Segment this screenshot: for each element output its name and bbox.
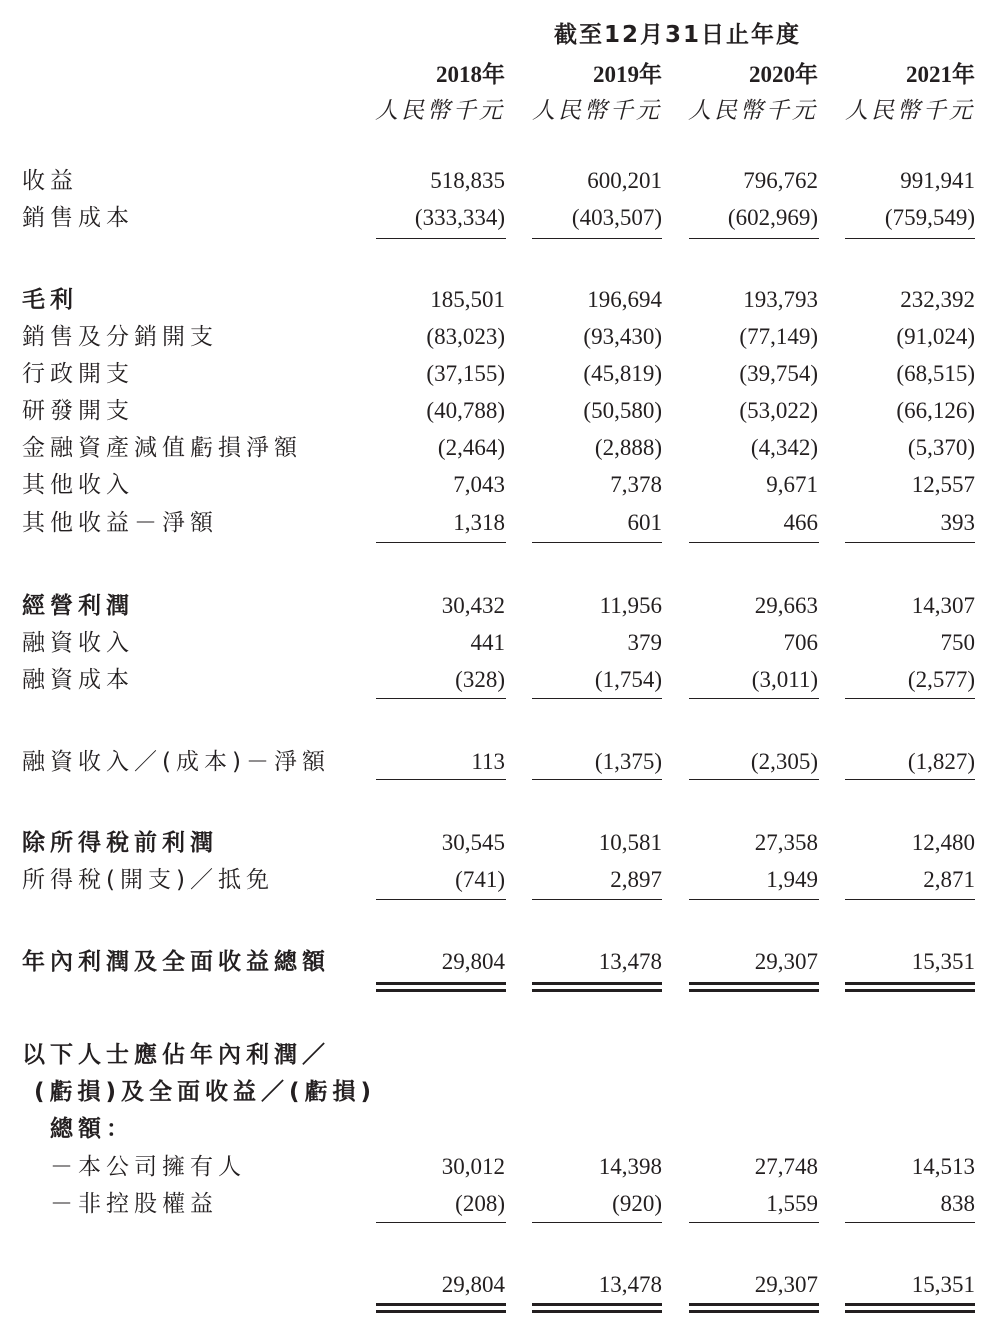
value-2019: (1,754) — [594, 667, 662, 692]
value-2021: 232,392 — [900, 287, 975, 312]
table-row-operating-profit — [0, 589, 1004, 623]
value-2021: 393 — [940, 510, 975, 535]
row-label: 總額： — [50, 1116, 134, 1142]
subtotal-rule — [845, 899, 975, 900]
table-row-gross-profit — [0, 283, 1004, 317]
subtotal-rule — [532, 698, 662, 699]
subtotal-rule — [376, 238, 506, 239]
value-2019: 7,378 — [610, 472, 662, 497]
value-2018: (328) — [455, 667, 505, 692]
subtotal-rule — [376, 779, 506, 780]
year-header-2019: 2019年 — [593, 62, 662, 87]
table-row-cost-of-sales — [0, 201, 1004, 235]
total-double-rule — [845, 1303, 975, 1313]
table-row-other-gains-net — [0, 506, 1004, 540]
value-2019: 11,956 — [599, 593, 662, 618]
value-2020: 1,559 — [766, 1191, 818, 1216]
value-2019: (93,430) — [583, 324, 662, 349]
subtotal-rule — [689, 698, 819, 699]
subtotal-rule — [376, 542, 506, 543]
row-label: 銷售成本 — [22, 205, 134, 231]
value-2021: 2,871 — [923, 867, 975, 892]
subtotal-rule — [376, 1222, 506, 1223]
value-2018: 185,501 — [430, 287, 505, 312]
value-2018: 30,012 — [441, 1154, 505, 1179]
value-2018: 29,804 — [441, 949, 505, 974]
table-row-selling-expenses — [0, 320, 1004, 354]
row-label: 以下人士應佔年內利潤／ — [22, 1042, 330, 1068]
value-2020: (3,011) — [751, 667, 818, 692]
table-row-attributable-total — [0, 1268, 1004, 1302]
value-2020: (53,022) — [739, 398, 818, 423]
subtotal-rule — [532, 779, 662, 780]
value-2019: 13,478 — [598, 949, 662, 974]
value-2018: (208) — [455, 1191, 505, 1216]
value-2020: 29,307 — [754, 1272, 818, 1297]
table-row-income-tax — [0, 863, 1004, 897]
value-2021: 750 — [940, 630, 975, 655]
value-2021: (91,024) — [896, 324, 975, 349]
value-2021: (759,549) — [884, 205, 975, 230]
total-double-rule — [689, 1303, 819, 1313]
value-2020: (39,754) — [739, 361, 818, 386]
row-label: 融資成本 — [22, 667, 134, 693]
row-label: 收益 — [22, 168, 78, 194]
value-2019: (920) — [612, 1191, 662, 1216]
value-2020: 29,663 — [754, 593, 818, 618]
row-label: 行政開支 — [22, 361, 134, 387]
row-label: 經營利潤 — [22, 593, 134, 619]
value-2018: 441 — [470, 630, 505, 655]
value-2018: (333,334) — [414, 205, 505, 230]
value-2021: 12,480 — [911, 830, 975, 855]
value-2019: (403,507) — [571, 205, 662, 230]
subtotal-rule — [689, 238, 819, 239]
total-double-rule — [376, 1303, 506, 1313]
table-row-profit-before-tax — [0, 826, 1004, 860]
subtotal-rule — [532, 542, 662, 543]
total-double-rule — [376, 982, 506, 992]
period-title: 截至12月31日止年度 — [553, 22, 801, 48]
value-2019: 10,581 — [598, 830, 662, 855]
value-2020: 27,358 — [754, 830, 818, 855]
table-row-other-income — [0, 468, 1004, 502]
value-2020: 27,748 — [754, 1154, 818, 1179]
row-label: 研發開支 — [22, 398, 134, 424]
table-row-total-comprehensive-income — [0, 945, 1004, 979]
value-2018: 1,318 — [453, 510, 505, 535]
table-row-attributable-heading-1 — [0, 1038, 1004, 1072]
subtotal-rule — [689, 1222, 819, 1223]
value-2021: (5,370) — [907, 435, 975, 460]
row-label: 所得稅(開支)／抵免 — [22, 867, 274, 893]
value-2018: 29,804 — [441, 1272, 505, 1297]
value-2020: (4,342) — [750, 435, 818, 460]
year-header-2021: 2021年 — [906, 62, 975, 87]
unit-header-2018: 人民幣千元 — [375, 98, 505, 124]
value-2019: 379 — [627, 630, 662, 655]
row-label: (虧損)及全面收益／(虧損) — [34, 1079, 377, 1105]
total-double-rule — [532, 1303, 662, 1313]
subtotal-rule — [689, 899, 819, 900]
total-double-rule — [845, 982, 975, 992]
value-2021: 15,351 — [911, 949, 975, 974]
subtotal-rule — [845, 698, 975, 699]
value-2018: (2,464) — [437, 435, 505, 460]
value-2021: 991,941 — [900, 168, 975, 193]
subtotal-rule — [689, 779, 819, 780]
table-row-admin-expenses — [0, 357, 1004, 391]
value-2018: 7,043 — [453, 472, 505, 497]
value-2021: 14,307 — [911, 593, 975, 618]
row-label: 融資收入 — [22, 630, 134, 656]
subtotal-rule — [376, 698, 506, 699]
subtotal-rule — [532, 1222, 662, 1223]
value-2018: 30,545 — [441, 830, 505, 855]
value-2021: (2,577) — [907, 667, 975, 692]
subtotal-rule — [689, 542, 819, 543]
value-2020: 29,307 — [754, 949, 818, 974]
year-header-2018: 2018年 — [436, 62, 505, 87]
row-label: 年內利潤及全面收益總額 — [22, 949, 330, 975]
row-label: 金融資產減值虧損淨額 — [22, 435, 302, 461]
value-2020: 1,949 — [766, 867, 818, 892]
total-double-rule — [689, 982, 819, 992]
value-2019: (50,580) — [583, 398, 662, 423]
total-double-rule — [532, 982, 662, 992]
value-2019: 601 — [627, 510, 662, 535]
table-row-finance-costs — [0, 663, 1004, 697]
table-row-revenue — [0, 164, 1004, 198]
value-2021: 15,351 — [911, 1272, 975, 1297]
value-2021: 12,557 — [911, 472, 975, 497]
value-2020: 9,671 — [766, 472, 818, 497]
value-2020: (602,969) — [727, 205, 818, 230]
table-row-non-controlling-interests — [0, 1187, 1004, 1221]
row-label: 其他收益－淨額 — [22, 510, 218, 536]
value-2018: (83,023) — [426, 324, 505, 349]
unit-header-2021: 人民幣千元 — [845, 98, 975, 124]
value-2021: 14,513 — [911, 1154, 975, 1179]
row-label: 融資收入／(成本)－淨額 — [22, 749, 330, 775]
table-row-attributable-heading-3 — [0, 1112, 1004, 1146]
subtotal-rule — [845, 542, 975, 543]
value-2021: 838 — [940, 1191, 975, 1216]
value-2018: 113 — [471, 749, 505, 774]
unit-header-2020: 人民幣千元 — [688, 98, 818, 124]
value-2021: (66,126) — [896, 398, 975, 423]
value-2020: 466 — [783, 510, 818, 535]
value-2019: 13,478 — [598, 1272, 662, 1297]
value-2019: 14,398 — [598, 1154, 662, 1179]
value-2019: (1,375) — [594, 749, 662, 774]
table-row-finance-net — [0, 745, 1004, 779]
table-row-finance-income — [0, 626, 1004, 660]
value-2020: (77,149) — [739, 324, 818, 349]
value-2019: (2,888) — [594, 435, 662, 460]
value-2019: 196,694 — [587, 287, 662, 312]
row-label: －非控股權益 — [50, 1191, 218, 1217]
value-2019: 2,897 — [610, 867, 662, 892]
value-2021: (1,827) — [907, 749, 975, 774]
value-2018: 30,432 — [441, 593, 505, 618]
value-2020: 796,762 — [743, 168, 818, 193]
subtotal-rule — [845, 1222, 975, 1223]
unit-header-2019: 人民幣千元 — [532, 98, 662, 124]
table-row-owners-of-company — [0, 1150, 1004, 1184]
value-2018: 518,835 — [430, 168, 505, 193]
subtotal-rule — [845, 779, 975, 780]
value-2019: 600,201 — [587, 168, 662, 193]
subtotal-rule — [845, 238, 975, 239]
value-2020: 193,793 — [743, 287, 818, 312]
row-label: 毛利 — [22, 287, 78, 313]
row-label: －本公司擁有人 — [50, 1154, 246, 1180]
value-2018: (741) — [455, 867, 505, 892]
row-label: 其他收入 — [22, 472, 134, 498]
value-2021: (68,515) — [896, 361, 975, 386]
subtotal-rule — [532, 238, 662, 239]
value-2018: (37,155) — [426, 361, 505, 386]
value-2020: (2,305) — [750, 749, 818, 774]
value-2018: (40,788) — [426, 398, 505, 423]
row-label: 銷售及分銷開支 — [22, 324, 218, 350]
value-2020: 706 — [783, 630, 818, 655]
row-label: 除所得稅前利潤 — [22, 830, 218, 856]
subtotal-rule — [532, 899, 662, 900]
table-row-attributable-heading-2 — [0, 1075, 1004, 1109]
table-row-rnd-expenses — [0, 394, 1004, 428]
value-2019: (45,819) — [583, 361, 662, 386]
year-header-2020: 2020年 — [749, 62, 818, 87]
table-row-impairment-losses — [0, 431, 1004, 465]
subtotal-rule — [376, 899, 506, 900]
